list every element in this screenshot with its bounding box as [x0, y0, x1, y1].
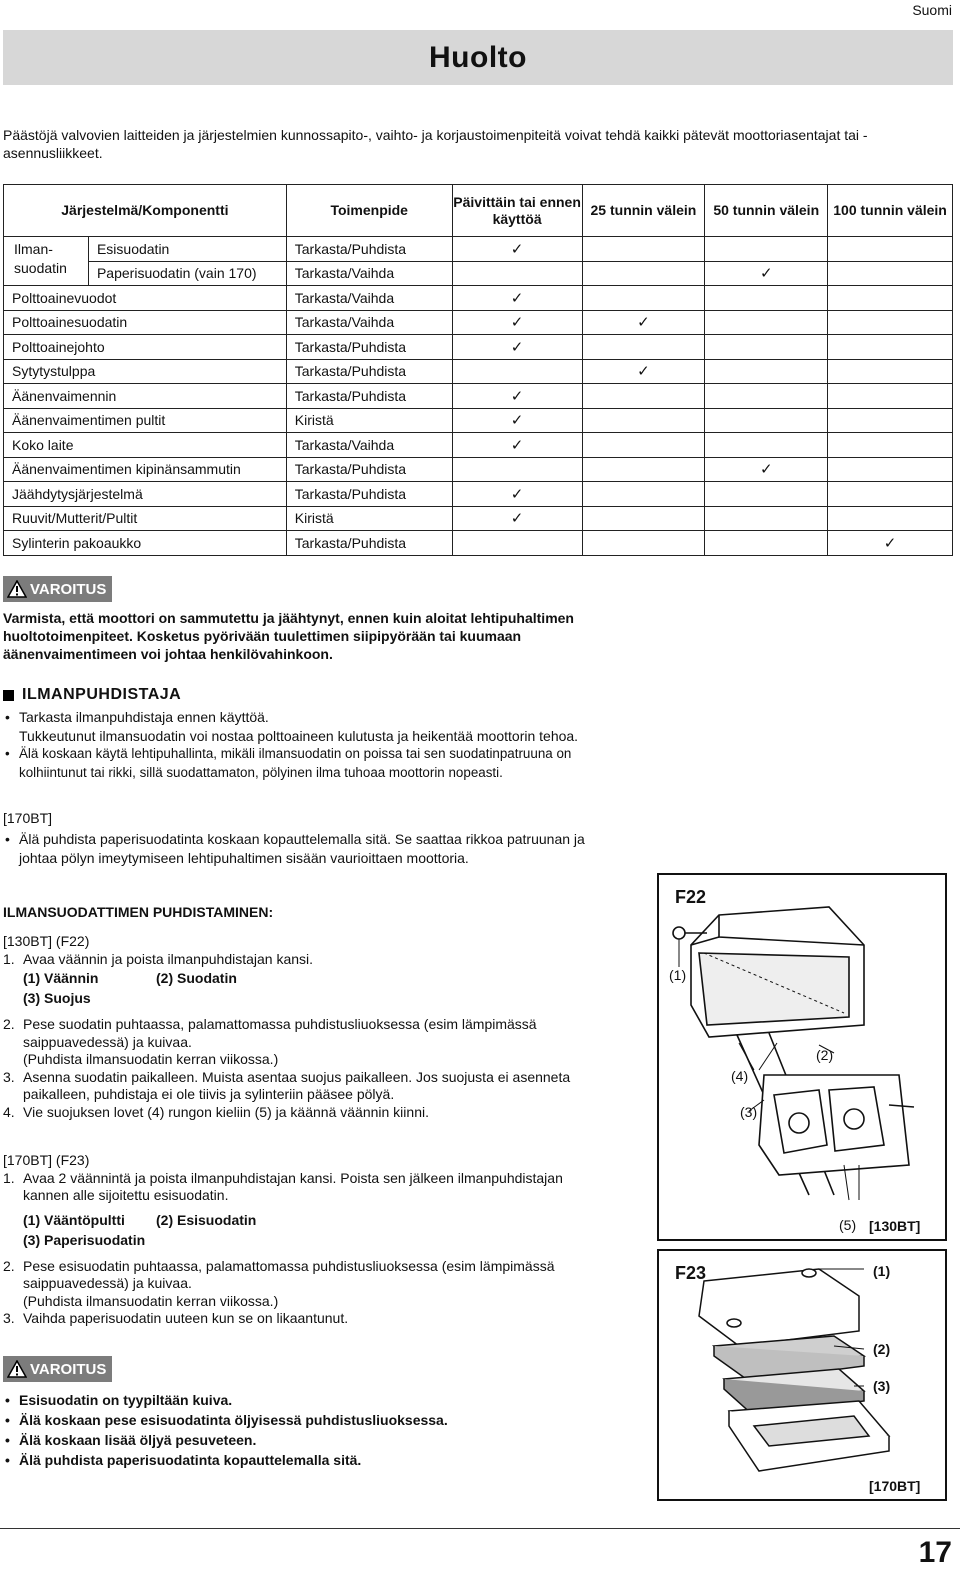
- action-cell: Kiristä: [286, 408, 452, 433]
- component-cell: Polttoainejohto: [4, 335, 287, 360]
- header-component: Järjestelmä/Komponentti: [4, 185, 287, 237]
- title-bar: [3, 30, 953, 85]
- step-text: Asenna suodatin paikalleen. Muista asentaa suojus paikalleen. Jos suojusta ei asenneta paikalleen, puhdistaja ei ole tiivis ja sylinteriin pääsee pölyä.: [23, 1068, 571, 1102]
- action-cell: Tarkasta/Vaihda: [286, 433, 452, 458]
- check-cell-h25: [582, 482, 705, 507]
- steps-130bt: [3, 933, 603, 1121]
- callout-label: (5): [839, 1217, 857, 1233]
- check-mark-icon: ✓: [883, 534, 897, 552]
- check-cell-h25: [582, 408, 705, 433]
- figure-tag: F23: [675, 1263, 707, 1283]
- cleaning-heading: ILMANSUODATTIMEN PUHDISTAMINEN:: [3, 904, 274, 920]
- check-cell-h50: [705, 237, 828, 262]
- legend-item: (3) Suojus: [23, 990, 91, 1006]
- table-row: [4, 237, 953, 262]
- check-cell-daily: [452, 335, 582, 360]
- step-2-note: [3, 1051, 603, 1069]
- model-label: [130BT]: [869, 1218, 921, 1234]
- air-cleaner-170bt-illustration: [659, 1251, 945, 1499]
- page-number: 17: [918, 1536, 952, 1569]
- check-cell-daily: [452, 237, 582, 262]
- table-row: [4, 384, 953, 409]
- check-cell-h25: [582, 531, 705, 556]
- check-mark-icon: ✓: [510, 289, 524, 307]
- check-cell-daily: [452, 506, 582, 531]
- intro-paragraph: Päästöjä valvovien laitteiden ja järjestelmien kunnossapito-, vaihto- ja korjaustoimenpiteitä voivat tehdä kaikki pätevät moottoriasentajat tai -asennusliikkeet.: [3, 127, 868, 161]
- model-label: [170BT]: [869, 1478, 921, 1494]
- callout-label: (2): [873, 1341, 891, 1357]
- check-cell-daily: [452, 310, 582, 335]
- legend-item: (1) Vääntöpultti: [23, 1211, 125, 1228]
- maintenance-table: [3, 184, 953, 556]
- table-row: [4, 531, 953, 556]
- warning-triangle-icon: [7, 1360, 27, 1378]
- callout-label: (2): [816, 1047, 834, 1063]
- check-cell-h50: [705, 286, 828, 311]
- callout-label: (1): [873, 1263, 891, 1279]
- model-tag-130: [130BT] (F22): [3, 933, 90, 949]
- step-text: Vaihda paperisuodatin uuteen kun se on likaantunut.: [23, 1310, 349, 1326]
- table-row: [4, 457, 953, 482]
- step-2-note: [3, 1293, 603, 1311]
- check-cell-h100: [828, 384, 953, 409]
- check-cell-h50: [705, 482, 828, 507]
- check-cell-h50: [705, 384, 828, 409]
- step-1: 1. Avaa väännin ja poista ilmanpuhdistajan kansi.: [3, 950, 314, 967]
- section-heading-air-cleaner: [3, 686, 181, 704]
- figure-f23: [657, 1249, 947, 1501]
- check-cell-h25: [582, 237, 705, 262]
- check-cell-h25: [582, 286, 705, 311]
- table-row: [4, 482, 953, 507]
- component-cell: Äänenvaimentimen kipinänsammutin: [4, 457, 287, 482]
- check-cell-h100: [828, 310, 953, 335]
- step-3: 3. Asenna suodatin paikalleen. Muista asentaa suojus paikalleen. Jos suojusta ei asenneta paikalleen, puhdistaja ei ole tiivis ja sylinteriin pääsee pölyä.: [3, 1068, 571, 1102]
- step-text: Avaa väännin ja poista ilmanpuhdistajan kansi.: [23, 950, 314, 967]
- callout-label: (4): [731, 1068, 749, 1084]
- header-daily: Päivittäin tai ennen käyttöä: [452, 185, 582, 237]
- action-cell: Kiristä: [286, 506, 452, 531]
- check-mark-icon: ✓: [510, 485, 524, 503]
- model-tag-170: [170BT] (F23): [3, 1152, 90, 1168]
- warning-label: VAROITUS: [30, 1360, 107, 1378]
- action-cell: Tarkasta/Puhdista: [286, 359, 452, 384]
- header-25h: 25 tunnin välein: [582, 185, 705, 237]
- check-cell-daily: [452, 359, 582, 384]
- component-cell: Koko laite: [4, 433, 287, 458]
- warning-triangle-icon: [7, 580, 27, 598]
- check-mark-icon: ✓: [637, 363, 650, 381]
- warning-badge: [3, 1356, 112, 1382]
- action-cell: Tarkasta/Vaihda: [286, 261, 452, 286]
- table-row: [4, 261, 953, 286]
- callout-label: (3): [873, 1378, 891, 1394]
- header-100h: 100 tunnin välein: [828, 185, 953, 237]
- table-header-row: [4, 185, 953, 237]
- warning-list: [3, 1390, 448, 1470]
- action-cell: Tarkasta/Vaihda: [286, 310, 452, 335]
- action-cell: Tarkasta/Puhdista: [286, 384, 452, 409]
- check-mark-icon: ✓: [510, 387, 524, 405]
- check-cell-daily: [452, 286, 582, 311]
- component-cell: Jäähdytysjärjestelmä: [4, 482, 287, 507]
- legend-item: (3) Paperisuodatin: [23, 1231, 146, 1248]
- check-cell-h25: [582, 506, 705, 531]
- check-cell-h100: [828, 531, 953, 556]
- list-item-continuation: Tukkeutunut ilmansuodatin voi nostaa polttoaineen kulutusta ja heikentää moottorin tehoa.: [19, 727, 579, 744]
- component-cell: Sytytystulppa: [4, 359, 287, 384]
- model-tag-170: [170BT]: [3, 810, 53, 826]
- square-bullet-icon: [3, 690, 14, 701]
- step-text: Pese esisuodatin puhtaassa, palamattomassa puhdistusliuoksessa (esim lämpimässä saippuavedessä) ja kuivaa.: [23, 1257, 555, 1291]
- component-cell: Äänenvaimentimen pultit: [4, 408, 287, 433]
- check-cell-daily: [452, 482, 582, 507]
- check-cell-daily: [452, 457, 582, 482]
- figure-f22: [657, 873, 947, 1241]
- step-1: 1. Avaa 2 väännintä ja poista ilmanpuhdistajan kansi. Poista sen jälkeen ilmanpuhdistajan kannen alle sijoitettu esisuodatin.: [3, 1169, 563, 1203]
- check-cell-h25: [582, 457, 705, 482]
- check-mark-icon: ✓: [759, 265, 773, 283]
- check-cell-daily: [452, 433, 582, 458]
- check-cell-h100: [828, 506, 953, 531]
- check-mark-icon: ✓: [510, 240, 524, 258]
- steps-170bt: [3, 1152, 603, 1328]
- action-cell: Tarkasta/Puhdista: [286, 237, 452, 262]
- check-mark-icon: ✓: [759, 461, 773, 479]
- figure-tag: F22: [675, 887, 707, 907]
- component-cell: Polttoainevuodot: [4, 286, 287, 311]
- check-cell-h25: [582, 310, 705, 335]
- check-cell-h100: [828, 482, 953, 507]
- list-item: • Älä koskaan lisää öljyä pesuveteen.: [3, 1430, 448, 1450]
- check-mark-icon: ✓: [510, 338, 524, 356]
- list-item: • Tarkasta ilmanpuhdistaja ennen käyttöä.: [3, 708, 603, 727]
- table-row: [4, 408, 953, 433]
- check-mark-icon: ✓: [510, 314, 524, 332]
- check-cell-h25: [582, 261, 705, 286]
- check-mark-icon: ✓: [510, 510, 524, 528]
- check-cell-h100: [828, 359, 953, 384]
- group-label-cell: Ilman-suodatin: [4, 237, 89, 286]
- check-cell-h50: [705, 457, 828, 482]
- legend-row: [3, 988, 603, 1008]
- air-cleaner-130bt-illustration: [659, 875, 945, 1239]
- warning-badge: [3, 576, 112, 602]
- action-cell: Tarkasta/Puhdista: [286, 457, 452, 482]
- step-text: Avaa 2 väännintä ja poista ilmanpuhdistajan kansi. Poista sen jälkeen ilmanpuhdistajan kannen alle sijoitettu esisuodatin.: [23, 1169, 563, 1203]
- check-cell-h100: [828, 286, 953, 311]
- check-cell-h100: [828, 237, 953, 262]
- check-cell-h100: [828, 457, 953, 482]
- check-cell-daily: [452, 261, 582, 286]
- step-4: 4. Vie suojuksen lovet (4) rungon kieliin (5) ja käännä väännin kiinni.: [3, 1103, 429, 1120]
- action-cell: Tarkasta/Puhdista: [286, 531, 452, 556]
- check-cell-h50: [705, 335, 828, 360]
- air-cleaner-bullets: [3, 708, 603, 782]
- table-row: [4, 506, 953, 531]
- component-cell: Polttoainesuodatin: [4, 310, 287, 335]
- list-item: • Älä koskaan käytä lehtipuhallinta, mikäli ilmansuodatin on poissa tai sen suodatinpatruuna on kolhiintunut tai rikki, sillä suodattamaton, pölyinen ilma tuhoaa moottorin nopeasti.: [3, 745, 603, 782]
- legend-item: (2) Esisuodatin: [156, 1211, 257, 1228]
- table-row: [4, 310, 953, 335]
- list-item: • Älä puhdista paperisuodatinta kopauttelemalla sitä.: [3, 1450, 448, 1470]
- step-note: (Puhdista ilmansuodatin kerran viikossa.): [23, 1292, 279, 1309]
- list-item: • Älä puhdista paperisuodatinta koskaan kopauttelemalla sitä. Se saattaa rikkoa patruunan ja johtaa pölyn imeytymiseen lehtipuhaltimen sisään vaurioittaen moottoria.: [3, 830, 603, 867]
- table-row: [4, 335, 953, 360]
- check-cell-h100: [828, 335, 953, 360]
- check-cell-h50: [705, 261, 828, 286]
- check-mark-icon: ✓: [637, 314, 650, 332]
- check-cell-h50: [705, 433, 828, 458]
- check-cell-daily: [452, 531, 582, 556]
- step-2: 2. Pese esisuodatin puhtaassa, palamattomassa puhdistusliuoksessa (esim lämpimässä saippuavedessä) ja kuivaa.: [3, 1257, 555, 1291]
- footer-divider: [0, 1528, 960, 1529]
- component-cell: Ruuvit/Mutterit/Pultit: [4, 506, 287, 531]
- check-cell-h50: [705, 506, 828, 531]
- step-note: (Puhdista ilmansuodatin kerran viikossa.): [23, 1051, 279, 1067]
- step-3: 3. Vaihda paperisuodatin uuteen kun se on likaantunut.: [3, 1310, 349, 1326]
- callout-label: (3): [740, 1104, 758, 1120]
- action-cell: Tarkasta/Puhdista: [286, 482, 452, 507]
- check-cell-h50: [705, 531, 828, 556]
- table-row: [4, 359, 953, 384]
- legend-item: (1) Väännin: [23, 970, 99, 986]
- warning-text: Varmista, että moottori on sammutettu ja jäähtynyt, ennen kuin aloitat lehtipuhaltimen huoltotoimenpiteet. Kosketus pyörivään tuulettimen siipipyörään tai kuumaan äänenvaimentimeen voi johtaa henkilövahinkoon.: [3, 610, 574, 662]
- check-cell-h25: [582, 335, 705, 360]
- check-cell-h25: [582, 384, 705, 409]
- step-2: 2. Pese suodatin puhtaassa, palamattomassa puhdistusliuoksessa (esim lämpimässä saippuavedessä) ja kuivaa.: [3, 1016, 537, 1050]
- check-cell-daily: [452, 384, 582, 409]
- list-item: • Esisuodatin on tyypiltään kuiva.: [3, 1390, 448, 1410]
- check-cell-h100: [828, 261, 953, 286]
- legend-row: [3, 1210, 603, 1230]
- warning-label: VAROITUS: [30, 580, 107, 598]
- component-cell: Äänenvaimennin: [4, 384, 287, 409]
- table-row: [4, 286, 953, 311]
- check-cell-h25: [582, 359, 705, 384]
- check-cell-daily: [452, 408, 582, 433]
- header-50h: 50 tunnin välein: [705, 185, 828, 237]
- page-title: Huolto: [429, 40, 527, 74]
- air-cleaner-bullets-170: [3, 830, 603, 867]
- step-text: Vie suojuksen lovet (4) rungon kieliin (5) ja käännä väännin kiinni.: [23, 1103, 429, 1120]
- list-item: • Älä koskaan pese esisuodatinta öljyisessä puhdistusliuoksessa.: [3, 1410, 448, 1430]
- check-mark-icon: ✓: [510, 412, 524, 430]
- check-cell-h25: [582, 433, 705, 458]
- component-cell: Sylinterin pakoaukko: [4, 531, 287, 556]
- check-cell-h100: [828, 408, 953, 433]
- callout-label: (1): [669, 967, 687, 983]
- legend-row: [3, 968, 603, 988]
- component-cell: Esisuodatin: [88, 237, 286, 262]
- check-cell-h50: [705, 310, 828, 335]
- check-cell-h50: [705, 359, 828, 384]
- action-cell: Tarkasta/Puhdista: [286, 335, 452, 360]
- check-cell-h50: [705, 408, 828, 433]
- component-cell: Paperisuodatin (vain 170): [88, 261, 286, 286]
- action-cell: Tarkasta/Vaihda: [286, 286, 452, 311]
- table-row: [4, 433, 953, 458]
- check-cell-h100: [828, 433, 953, 458]
- step-text: Pese suodatin puhtaassa, palamattomassa puhdistusliuoksessa (esim lämpimässä saippuavedessä) ja kuivaa.: [23, 1016, 537, 1050]
- legend-item: (2) Suodatin: [156, 970, 237, 986]
- language-label: Suomi: [912, 2, 952, 18]
- section-heading-text: ILMANPUHDISTAJA: [22, 686, 182, 703]
- header-action: Toimenpide: [286, 185, 452, 237]
- legend-row: [3, 1230, 603, 1250]
- check-mark-icon: ✓: [510, 436, 524, 454]
